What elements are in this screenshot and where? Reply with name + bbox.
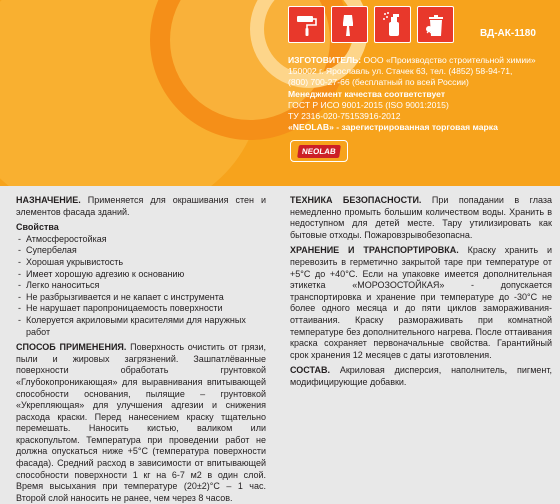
safety-heading: ТЕХНИКА БЕЗОПАСНОСТИ. (290, 195, 422, 205)
list-item: - Колеруется акриловыми красителями для наружных работ (16, 315, 266, 338)
storage-paragraph (290, 245, 552, 361)
standard-line: ГОСТ Р ИСО 9001-2015 (ISO 9001:2015) (288, 99, 449, 110)
list-item: - Легко наноситься (16, 280, 266, 292)
list-item: - Атмосферостойкая (16, 234, 266, 246)
standard-line: ТУ 2316-020-75153916-2012 (288, 111, 401, 122)
list-item: - Не разбрызгивается и не капает с инструмента (16, 292, 266, 304)
spray-icon (374, 6, 411, 43)
manufacturer-info (288, 55, 558, 133)
trash-bin-icon (417, 6, 454, 43)
brand-logo (290, 140, 348, 162)
left-column (16, 195, 266, 504)
composition-text: Акриловая дисперсия, наполнитель, пигмент, модифицирующие добавки. (290, 365, 552, 387)
storage-heading: ХРАНЕНИЕ И ТРАНСПОРТИРОВКА. (290, 245, 459, 256)
list-item: - Имеет хорошую адгезию к основанию (16, 269, 266, 281)
composition-paragraph (290, 365, 552, 388)
properties-heading: Свойства (16, 222, 59, 233)
quality-label: Менеджмент качества соответствует (288, 88, 446, 99)
purpose-text: Применяется для окрашивания стен и элементов фасада зданий. (16, 195, 266, 217)
trademark-brand: «NEOLAB» (288, 122, 334, 133)
list-item: - Супербелая (16, 245, 266, 257)
label-header (0, 0, 560, 186)
trademark-text: - зарегистрированная торговая марка (333, 122, 498, 133)
purpose-heading: НАЗНАЧЕНИЕ. (16, 195, 81, 205)
application-paragraph (16, 342, 266, 504)
storage-text: Краску хранить и перевозить в герметично закрытой таре при температуре от +5°С до +40°С. Если на упаковке имеется дополнительная этикетка «МОРОЗОСТОЙКАЯ» - допускается транспортировка и хранение при температуре до -30°С не более одного месяца и до пяти циклов замораживания-оттаивания. Краску размораживать при комнатной температуре без дополнительного нагрева. После оттаивания краска сохраняет первоначальные свойства. Гарантийный срок хранения 12 месяцев с даты изготовления. (290, 245, 552, 360)
purpose-paragraph (16, 195, 266, 218)
list-item: - Хорошая укрывистость (16, 257, 266, 269)
address-line: (800) 700-27-66 (бесплатный по всей России) (288, 77, 469, 88)
properties-list (16, 234, 266, 338)
product-code: ВД-АК-1180 (480, 28, 536, 39)
composition-heading: СОСТАВ. (290, 365, 330, 376)
right-column (290, 195, 552, 393)
manufacturer-line (288, 55, 558, 66)
manufacturer-text: ООО «Производство строительной химии» (361, 55, 536, 65)
safety-text: При попадании в глаза немедленно промыть большим количеством воды. Хранить в недоступном для детей месте. Тару утилизировать как бытовые отходы. Пожаровзрывобезопасна. (290, 195, 552, 240)
address-line: 150002 г. Ярославль ул. Стачек 63, тел. (4852) 58-94-71, (288, 66, 513, 77)
brand-logo-text: NEOLAB (297, 145, 341, 158)
application-heading: СПОСОБ ПРИМЕНЕНИЯ. (16, 342, 127, 353)
list-item: - Не нарушает паропроницаемость поверхности (16, 303, 266, 315)
safety-paragraph (290, 195, 552, 241)
roller-icon (288, 6, 325, 43)
brush-icon (331, 6, 368, 43)
trademark-line (288, 122, 558, 133)
application-text: Поверхность очистить от грязи, пыли и жировых загрязнений. Зашпатлёванные поверхности обработать грунтовкой «Глубокопроникающая» для выравнивания впитывающей способности основания, пылящие – грунтовкой «Укрепляющая» для улучшения адгезии и снижения расхода краски. Перед нанесением краску тщательно перемешать. Наносить кистью, валиком или краскопультом. Температура при проведении работ не должна опускаться ниже +5°С (температура поверхности фасада). Средний расход в зависимости от впитывающей способности поверхности 1 кг на 6-7 м2 в один слой. Время высыхания при температуре (20±2)°С – 1 час. Второй слой наносить не ранее, чем через 8 часов. (16, 342, 266, 503)
tool-icons (288, 6, 460, 44)
manufacturer-label: ИЗГОТОВИТЕЛЬ: (288, 55, 362, 65)
